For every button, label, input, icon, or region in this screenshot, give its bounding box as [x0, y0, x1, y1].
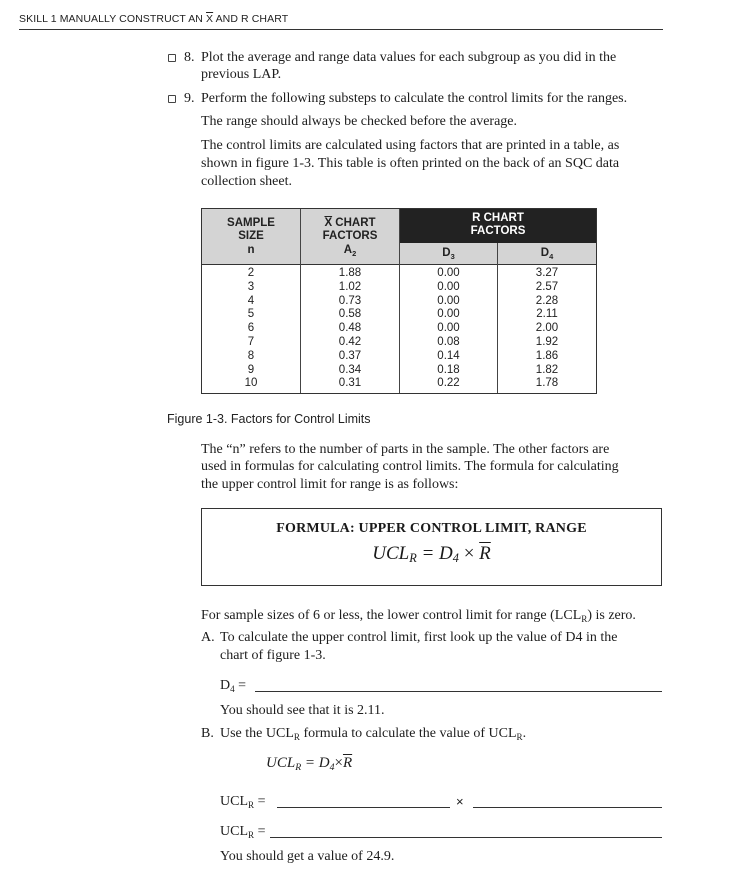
- step-9-line1: Perform the following substeps to calculate the control limits for the ranges.: [201, 91, 628, 106]
- table-cell: 0.08: [437, 335, 460, 348]
- ucl-fill-label-1: [220, 793, 265, 811]
- header-d4-sub: 4: [549, 252, 554, 261]
- table-cell: 8: [247, 349, 255, 362]
- header-sample: SAMPLE: [227, 217, 275, 229]
- lcl-note-post: ) is zero.: [587, 608, 636, 623]
- step-8-line1: Plot the average and range data values for each subgroup as you did in the: [201, 50, 617, 65]
- d4-label-sub: 4: [230, 684, 235, 694]
- formula-ucl: UCL: [372, 543, 410, 564]
- factors-table: [201, 208, 597, 394]
- ucl-fill-1-eq: =: [254, 794, 266, 809]
- figure-caption: Figure 1-3. Factors for Control Limits: [167, 412, 371, 426]
- step-b-post: .: [522, 726, 527, 741]
- step-b-eq-ucl: UCL: [266, 755, 296, 771]
- table-cell: 0.58: [338, 308, 362, 321]
- step-b-mid: formula to calculate the value of UCL: [299, 726, 517, 741]
- step-b-line1: [220, 725, 526, 743]
- table-cell: 0.48: [338, 322, 362, 335]
- header-xbar-chart: [301, 217, 399, 230]
- header-d4: [498, 247, 596, 260]
- formula-eq-d: = D: [416, 543, 453, 564]
- table-cell: 1.82: [535, 363, 559, 376]
- step-9-para1: The range should always be checked before the average.: [201, 114, 518, 129]
- table-cell: 2.28: [535, 294, 559, 307]
- ucl-fill-times: ×: [456, 794, 464, 809]
- para-n-line2: used in formulas for calculating control limits. The formula for calculating: [201, 459, 619, 474]
- table-cell: 1.88: [338, 267, 362, 279]
- formula-rbar: $\overline{R}$: [479, 543, 491, 564]
- header-cell-sample-size: [202, 209, 300, 264]
- table-cell: 0.00: [437, 294, 460, 307]
- ucl-fill-1-text: UCL: [220, 794, 248, 809]
- header-cell-xbar-factors: [301, 209, 399, 264]
- ucl-fill-2-text: UCL: [220, 824, 248, 839]
- table-cell: 10: [244, 377, 258, 390]
- step-b-equation: [266, 755, 352, 773]
- formula-times: ×: [458, 543, 480, 564]
- step-9-checkbox[interactable]: [168, 95, 176, 103]
- table-cell: 5: [247, 308, 255, 321]
- header-xbar-chart-label: CHART: [332, 217, 376, 229]
- d4-label: [220, 677, 246, 695]
- header-suffix: AND R CHART: [213, 13, 289, 25]
- step-b-eq-times: ×: [334, 755, 343, 771]
- column-a2: [301, 267, 399, 391]
- table-cell: 2: [247, 267, 255, 279]
- lcl-note-pre: For sample sizes of 6 or less, the lower control limit for range (LCL: [201, 608, 582, 623]
- table-cell: 0.00: [437, 308, 460, 321]
- header-cell-d3: [400, 243, 497, 264]
- header-d3-sub: 3: [450, 252, 455, 261]
- ucl-fill-label-2: [220, 823, 265, 841]
- step-b-eq-d: = D: [301, 755, 330, 771]
- header-d4-letter: D: [540, 247, 550, 259]
- ucl-blank-d4[interactable]: [277, 807, 450, 808]
- step-b-sub2: R: [516, 732, 523, 742]
- formula-box: [201, 508, 662, 586]
- formula-equation: [202, 543, 661, 565]
- step-b-letter: B.: [201, 726, 214, 741]
- d4-label-eq: =: [234, 678, 247, 693]
- header-d3: [400, 247, 497, 260]
- table-cell: 0.22: [437, 377, 460, 390]
- column-d3: [400, 267, 497, 391]
- step-8-number: 8.: [184, 50, 195, 65]
- ucl-fill-2-eq: =: [254, 824, 266, 839]
- step-a-check: You should see that it is 2.11.: [220, 703, 385, 718]
- column-d4: [498, 267, 596, 391]
- step-b-eq-sub4: 4: [329, 762, 335, 773]
- table-cell: 0.14: [437, 349, 460, 362]
- lcl-note-sub: R: [581, 614, 588, 624]
- step-9-para2-line3: collection sheet.: [201, 174, 292, 189]
- step-b-pre: Use the UCL: [220, 726, 294, 741]
- table-cell: 6: [247, 322, 255, 335]
- table-cell: 0.31: [338, 377, 362, 390]
- step-b-sub1: R: [293, 732, 300, 742]
- table-cell: 0.18: [437, 363, 460, 376]
- ucl-fill-1-sub: R: [248, 800, 255, 810]
- para-n-line3: the upper control limit for range is as follows:: [201, 477, 459, 492]
- table-cell: 0.00: [437, 322, 460, 335]
- table-cell: 0.00: [437, 267, 460, 279]
- table-cell: 2.00: [535, 322, 559, 335]
- step-b-eq-sub: R: [295, 762, 302, 773]
- formula-d-sub: 4: [452, 551, 459, 565]
- column-n: [202, 267, 300, 391]
- step-a-letter: A.: [201, 630, 215, 645]
- table-cell: 0.42: [338, 335, 362, 348]
- table-cell: 4: [247, 294, 255, 307]
- lcl-note: [201, 607, 636, 625]
- para-n-line1: The “n” refers to the number of parts in the sample. The other factors are: [201, 442, 610, 457]
- header-cell-d4: [498, 243, 596, 264]
- table-cell: 2.11: [536, 308, 558, 321]
- formula-ucl-sub: R: [409, 551, 417, 565]
- step-8-line2: previous LAP.: [201, 67, 282, 82]
- header-a2-sub: 2: [352, 249, 357, 258]
- formula-title: FORMULA: UPPER CONTROL LIMIT, RANGE: [276, 521, 587, 536]
- step-9-number: 9.: [184, 91, 195, 106]
- d4-label-letter: D: [220, 678, 231, 693]
- header-size: SIZE: [238, 230, 264, 242]
- table-cell: 0.37: [338, 349, 362, 362]
- step-9-para2-line2: shown in figure 1-3. This table is often printed on the back of an SQC data: [201, 156, 620, 171]
- step-b-check: You should get a value of 24.9.: [220, 849, 395, 864]
- table-cell: 0.00: [437, 280, 460, 293]
- table-cell: 1.78: [535, 377, 559, 390]
- header-xbar-x: $\overline{X}$: [324, 217, 333, 229]
- ucl-fill-2-sub: R: [248, 830, 255, 840]
- header-prefix: SKILL 1 MANUALLY CONSTRUCT AN: [19, 13, 207, 25]
- d4-answer-blank[interactable]: [255, 691, 662, 692]
- header-n: n: [247, 244, 255, 256]
- running-header: [19, 13, 663, 30]
- header-d3-letter: D: [442, 247, 451, 259]
- header-cell-r-chart-factors: [400, 209, 596, 243]
- table-cell: 2.57: [535, 280, 559, 293]
- table-cell: 1.92: [535, 335, 559, 348]
- step-8-checkbox[interactable]: [168, 54, 176, 62]
- table-cell: 7: [247, 335, 255, 348]
- table-cell: 0.34: [338, 363, 362, 376]
- header-factors: FACTORS: [322, 230, 378, 242]
- header-a2: [301, 244, 399, 257]
- ucl-blank-result[interactable]: [270, 837, 662, 838]
- step-a-line2: chart of figure 1-3.: [220, 648, 326, 663]
- header-xbar: $\overline{X}$: [206, 13, 214, 25]
- table-cell: 9: [247, 363, 255, 376]
- table-cell: 1.86: [535, 349, 559, 362]
- ucl-blank-rbar[interactable]: [473, 807, 662, 808]
- step-b-eq-rbar: $\overline{R}$: [342, 755, 353, 771]
- header-r-chart: R CHART: [472, 212, 524, 224]
- table-cell: 3.27: [535, 267, 559, 279]
- table-cell: 0.73: [338, 294, 362, 307]
- header-r-factors: FACTORS: [470, 225, 526, 237]
- step-a-line1: To calculate the upper control limit, first look up the value of D4 in the: [220, 630, 618, 645]
- table-cell: 3: [247, 280, 255, 293]
- step-9-para2-line1: The control limits are calculated using factors that are printed in a table, as: [201, 138, 620, 153]
- table-cell: 1.02: [338, 280, 362, 293]
- header-a2-letter: A: [343, 244, 353, 256]
